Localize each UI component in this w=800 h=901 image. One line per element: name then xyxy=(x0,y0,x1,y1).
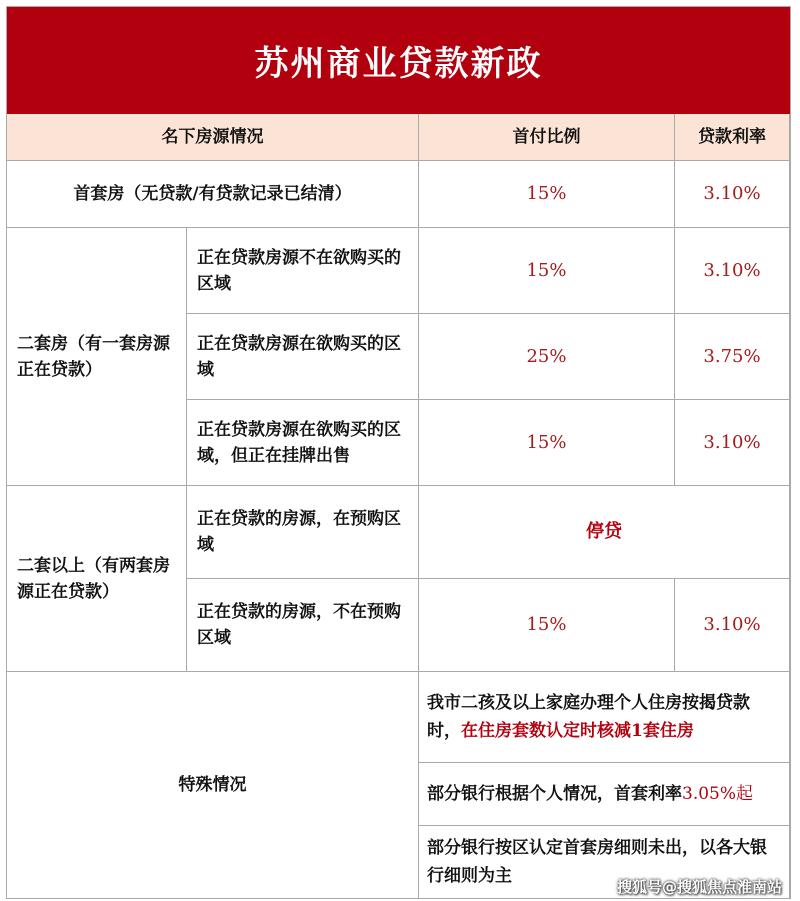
special-note-2-prefix: 部分银行根据个人情况，首套利率 xyxy=(427,784,682,804)
third-plus-label: 二套以上（有两套房源正在贷款） xyxy=(7,486,187,672)
first-home-label: 首套房（无贷款/有贷款记录已结清） xyxy=(7,161,419,228)
special-note-1 xyxy=(419,672,790,763)
second-home-label: 二套房（有一套房源正在贷款） xyxy=(7,228,187,486)
third-plus-row-1-status: 停贷 xyxy=(419,486,790,579)
special-label: 特殊情况 xyxy=(7,672,419,899)
second-home-row-3-label: 正在贷款房源在欲购买的区域，但正在挂牌出售 xyxy=(187,400,419,486)
special-note-1-prefix: 我市二孩及以上家庭办理个人住房按揭贷款时， xyxy=(427,693,750,741)
header-rate: 贷款利率 xyxy=(675,114,790,161)
second-home-row-2-label: 正在贷款房源在欲购买的区域 xyxy=(187,314,419,400)
page-title: 苏州商业贷款新政 xyxy=(254,44,543,84)
second-home-row-3-down-payment: 15% xyxy=(419,400,675,486)
first-home-rate: 3.10% xyxy=(675,161,790,228)
third-plus-row-1-label: 正在贷款的房源，在预购区域 xyxy=(187,486,419,579)
second-home-row-1-label: 正在贷款房源不在欲购买的区域 xyxy=(187,228,419,314)
header-down-payment: 首付比例 xyxy=(419,114,675,161)
first-home-down-payment: 15% xyxy=(419,161,675,228)
special-note-1-highlight: 在住房套数认定时核减1套住房 xyxy=(461,721,694,741)
third-plus-row-2-rate: 3.10% xyxy=(675,579,790,672)
third-plus-row-2-down-payment: 15% xyxy=(419,579,675,672)
header-situation: 名下房源情况 xyxy=(7,114,419,161)
third-plus-row-2-label: 正在贷款的房源，不在预购区域 xyxy=(187,579,419,672)
title-banner xyxy=(7,7,790,114)
special-note-3: 部分银行按区认定首套房细则未出，以各大银行细则为主 xyxy=(419,826,790,899)
second-home-row-3-rate: 3.10% xyxy=(675,400,790,486)
second-home-row-2-down-payment: 25% xyxy=(419,314,675,400)
second-home-row-1-down-payment: 15% xyxy=(419,228,675,314)
second-home-row-2-rate: 3.75% xyxy=(675,314,790,400)
second-home-row-1-rate: 3.10% xyxy=(675,228,790,314)
special-note-2-highlight: 3.05%起 xyxy=(682,784,754,804)
special-note-2 xyxy=(419,763,790,826)
watermark: 搜狐号@搜狐焦点淮南站 xyxy=(616,878,782,896)
